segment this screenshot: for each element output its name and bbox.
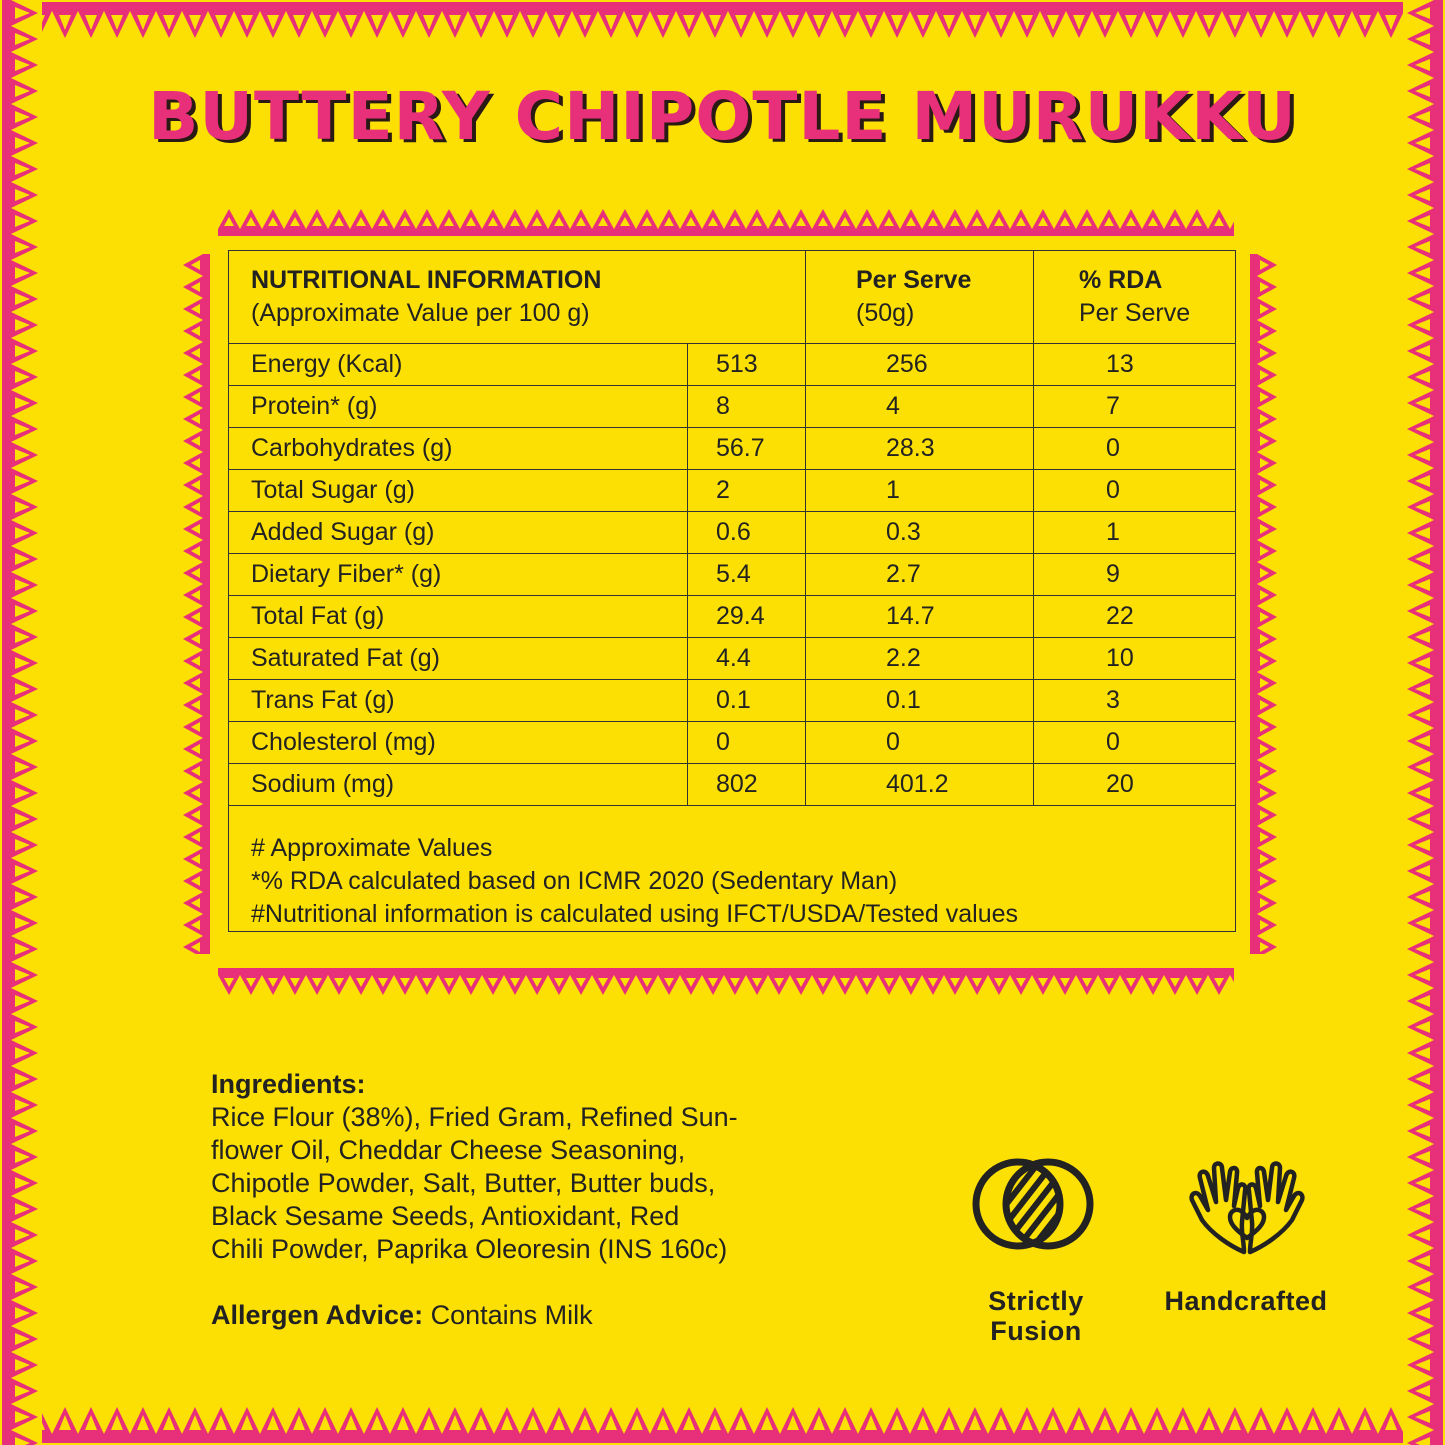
header-rda [1034,251,1236,344]
value-rda: 7 [1034,386,1236,428]
value-per-100g: 4.4 [688,638,806,680]
value-rda: 0 [1034,428,1236,470]
value-per-100g: 802 [688,764,806,806]
value-per-100g: 0.6 [688,512,806,554]
nutrition-row [229,470,1236,512]
nutrition-row [229,638,1236,680]
table-frame-decoration-top [218,206,1234,236]
value-per-serve: 2.2 [806,638,1034,680]
nutrient-name: Energy (Kcal) [229,344,688,386]
badge-label-strictly-fusion [966,1286,1106,1346]
value-rda: 3 [1034,680,1236,722]
nutrient-name: Added Sugar (g) [229,512,688,554]
value-per-serve: 2.7 [806,554,1034,596]
value-per-100g: 56.7 [688,428,806,470]
header-subtitle: (Approximate Value per 100 g) [251,299,590,327]
allergen-text: Contains Milk [423,1300,593,1330]
nutrition-row [229,596,1236,638]
value-per-serve: 4 [806,386,1034,428]
table-frame-decoration-bottom [218,968,1234,998]
decorative-border-left [0,0,42,1445]
nutrition-row [229,554,1236,596]
value-per-serve: 0 [806,722,1034,764]
nutrient-name: Protein* (g) [229,386,688,428]
value-per-serve: 14.7 [806,596,1034,638]
value-per-serve: 401.2 [806,764,1034,806]
value-per-100g: 5.4 [688,554,806,596]
nutrition-row [229,680,1236,722]
value-per-100g: 0.1 [688,680,806,722]
nutrition-row [229,386,1236,428]
table-frame-decoration-right [1250,254,1280,954]
nutrition-body [229,344,1236,806]
value-per-serve: 0.3 [806,512,1034,554]
ingredients-section [211,1068,831,1266]
note-line: *% RDA calculated based on ICMR 2020 (Sedentary Man) [251,867,898,895]
header-rda-title: % RDA [1079,266,1163,294]
badge-label-line: Strictly [988,1286,1084,1316]
header-nutritional-information [229,251,806,344]
table-frame-decoration-left [180,254,210,954]
nutrition-notes-row [229,806,1236,932]
nutrition-row [229,512,1236,554]
allergen-advice [211,1300,593,1331]
value-per-serve: 256 [806,344,1034,386]
header-title: NUTRITIONAL INFORMATION [251,266,602,294]
ingredients-line: flower Oil, Cheddar Cheese Seasoning, [211,1135,686,1165]
header-per-serve [806,251,1034,344]
badge-label-line: Fusion [990,1316,1082,1346]
value-rda: 10 [1034,638,1236,680]
product-title: BUTTERY CHIPOTLE MURUKKU [148,78,1297,155]
nutrient-name: Dietary Fiber* (g) [229,554,688,596]
badge-label-handcrafted [1146,1286,1346,1316]
value-per-serve: 0.1 [806,680,1034,722]
ingredients-heading: Ingredients: [211,1069,366,1099]
nutrition-row [229,722,1236,764]
nutrient-name: Total Fat (g) [229,596,688,638]
value-rda: 0 [1034,722,1236,764]
header-per-serve-sub: (50g) [856,299,915,327]
value-per-serve: 1 [806,470,1034,512]
value-per-100g: 29.4 [688,596,806,638]
decorative-border-right [1403,0,1445,1445]
nutrition-table [228,250,1236,932]
nutrition-notes [229,806,1236,932]
value-rda: 0 [1034,470,1236,512]
allergen-heading: Allergen Advice: [211,1300,424,1330]
decorative-border-bottom [0,1403,1445,1445]
note-line: #Nutritional information is calculated using IFCT/USDA/Tested values [251,900,1019,928]
ingredients-line: Rice Flour (38%), Fried Gram, Refined Sun- [211,1102,738,1132]
nutrition-row [229,344,1236,386]
header-rda-sub: Per Serve [1079,299,1191,327]
value-rda: 13 [1034,344,1236,386]
value-rda: 1 [1034,512,1236,554]
value-rda: 22 [1034,596,1236,638]
badge-label-line: Handcrafted [1164,1286,1328,1316]
value-per-100g: 0 [688,722,806,764]
value-per-100g: 513 [688,344,806,386]
ingredients-line: Black Sesame Seeds, Antioxidant, Red [211,1201,680,1231]
value-per-100g: 2 [688,470,806,512]
nutrition-row [229,764,1236,806]
nutrition-row [229,428,1236,470]
nutrient-name: Cholesterol (mg) [229,722,688,764]
ingredients-line: Chipotle Powder, Salt, Butter, Butter buds, [211,1168,716,1198]
fusion-circles-icon [966,1156,1100,1252]
nutrient-name: Trans Fat (g) [229,680,688,722]
nutrient-name: Carbohydrates (g) [229,428,688,470]
value-rda: 20 [1034,764,1236,806]
nutrient-name: Total Sugar (g) [229,470,688,512]
decorative-border-top [0,0,1445,42]
header-per-serve-title: Per Serve [856,266,972,294]
note-line: # Approximate Values [251,834,493,862]
value-rda: 9 [1034,554,1236,596]
nutrition-header-row [229,251,1236,344]
value-per-serve: 28.3 [806,428,1034,470]
nutrient-name: Saturated Fat (g) [229,638,688,680]
ingredients-line: Chili Powder, Paprika Oleoresin (INS 160c) [211,1234,728,1264]
heart-hands-icon [1186,1160,1308,1260]
nutrient-name: Sodium (mg) [229,764,688,806]
value-per-100g: 8 [688,386,806,428]
